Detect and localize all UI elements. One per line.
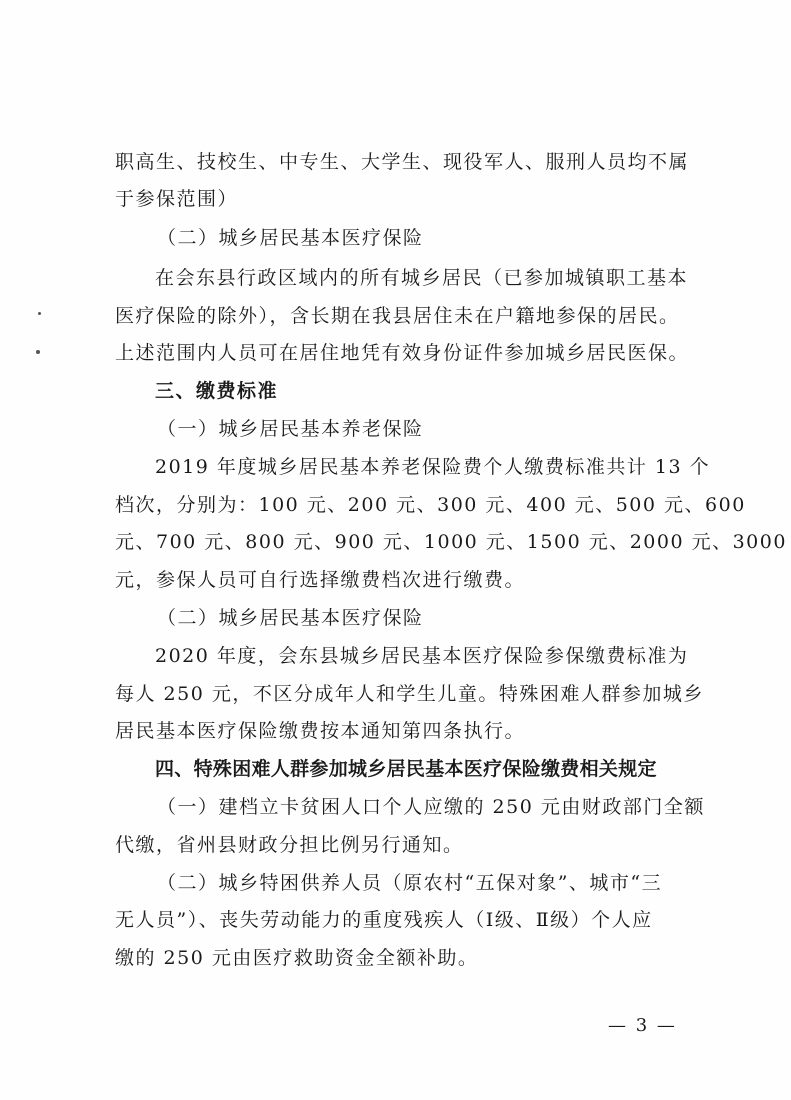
paragraph-line: （一）建档立卡贫困人口个人应缴的 250 元由财政部门全额 [157,796,705,818]
paragraph-line: 每人 250 元，不区分成年人和学生儿童。特殊困难人群参加城乡 [115,683,704,705]
paragraph-line: 代缴，省州县财政分担比例另行通知。 [115,834,464,856]
paragraph-line: 职高生、技校生、中专生、大学生、现役军人、服刑人员均不属 [115,151,690,173]
paragraph-line: 于参保范围） [115,188,239,210]
paragraph-line: 上述范围内人员可在居住地凭有效身份证件参加城乡居民医保。 [115,342,690,364]
subsection-heading: （二）城乡居民基本医疗保险 [157,227,424,249]
paragraph-line: 2019 年度城乡居民基本养老保险费个人缴费标准共计 13 个 [155,456,711,478]
section-heading: 四、特殊困难人群参加城乡居民基本医疗保险缴费相关规定 [155,758,657,780]
page-number: — 3 — [608,1015,677,1036]
paragraph-line: 元，参保人员可自行选择缴费档次进行缴费。 [115,569,526,591]
paragraph-line: 无人员”）、丧失劳动能力的重度残疾人（Ⅰ级、Ⅱ级）个人应 [115,909,653,931]
paragraph-line: 档次，分别为：100 元、200 元、300 元、400 元、500 元、600 [115,494,746,516]
scan-speck [36,350,40,354]
scan-speck [38,312,41,315]
paragraph-line: 居民基本医疗保险缴费按本通知第四条执行。 [115,720,526,742]
paragraph-line: 缴的 250 元由医疗救助资金全额补助。 [115,947,479,969]
subsection-heading: （一）城乡居民基本养老保险 [157,418,424,440]
subsection-heading: （二）城乡居民基本医疗保险 [157,607,424,629]
paragraph-line: 元、700 元、800 元、900 元、1000 元、1500 元、2000 元、3000 [115,531,787,553]
paragraph-line: 在会东县行政区域内的所有城乡居民（已参加城镇职工基本 [155,267,689,289]
paragraph-line: 2020 年度，会东县城乡居民基本医疗保险参保缴费标准为 [155,645,689,667]
section-heading: 三、缴费标准 [155,380,279,402]
paragraph-line: （二）城乡特困供养人员（原农村“五保对象”、城市“三 [157,872,663,894]
paragraph-line: 医疗保险的除外），含长期在我县居住未在户籍地参保的居民。 [115,305,680,327]
